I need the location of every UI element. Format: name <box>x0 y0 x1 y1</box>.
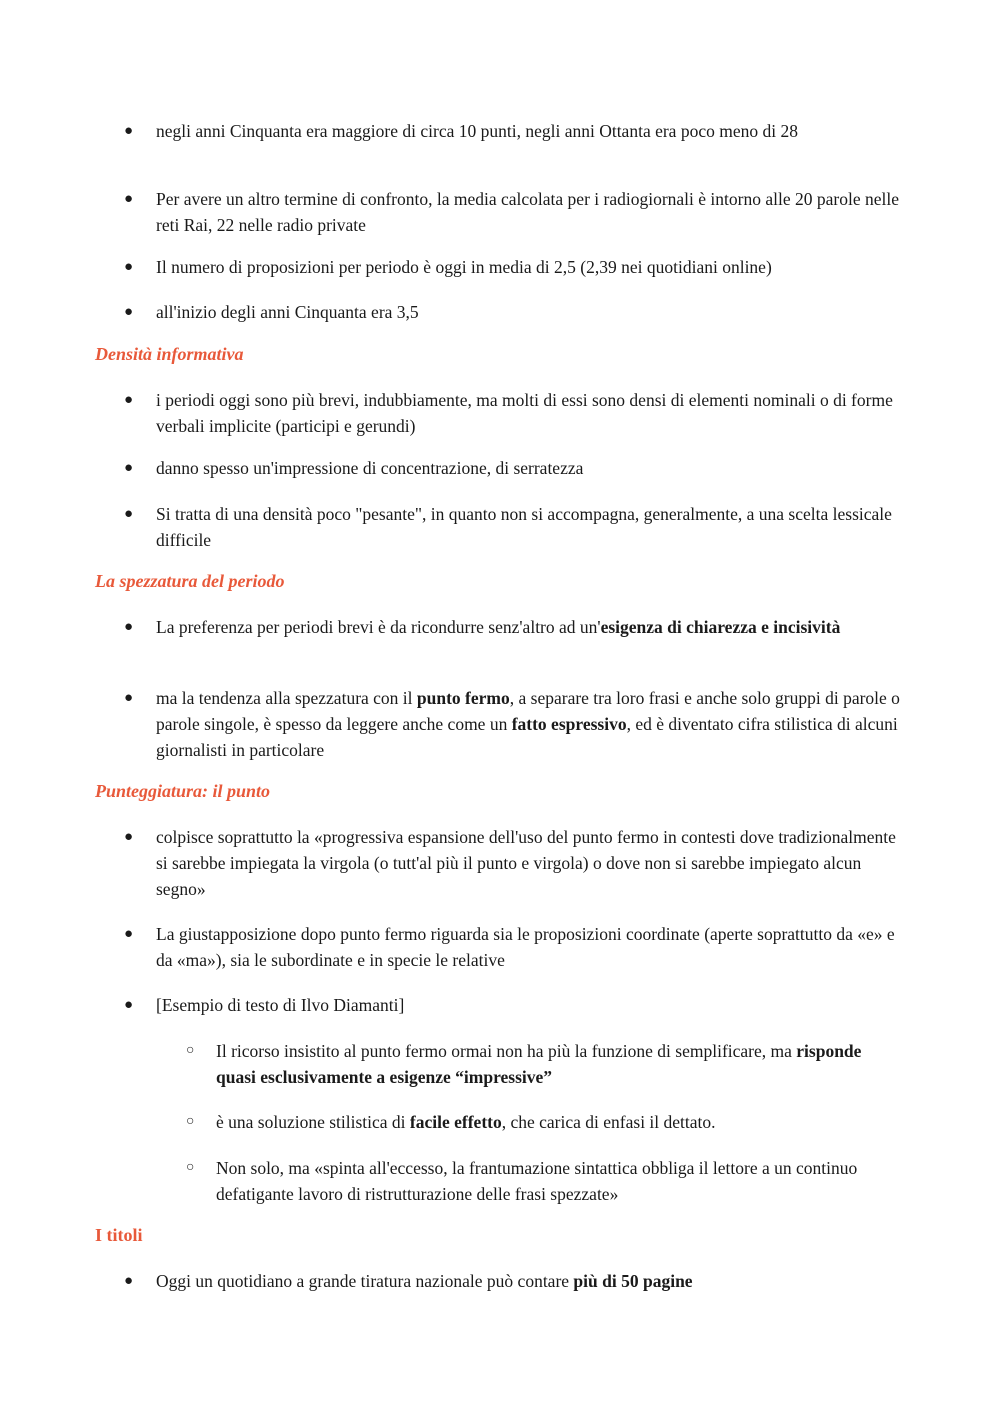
section-heading: Punteggiatura: il punto <box>95 781 271 801</box>
list-item-text <box>216 1038 901 1090</box>
bold-text-run: punto fermo <box>416 688 510 708</box>
bullet-icon: ● <box>124 619 134 635</box>
bullet-icon: ● <box>124 123 134 139</box>
text-run: La preferenza per periodi brevi è da ricondurre senz'altro ad un' <box>156 617 601 637</box>
bullet-icon: ● <box>124 304 134 320</box>
bold-text-run: più di 50 pagine <box>573 1271 693 1291</box>
bullet-icon: ● <box>124 829 134 845</box>
list-item-text: danno spesso un'impressione di concentrazione, di serratezza <box>156 458 584 478</box>
circle-bullet-icon: ○ <box>186 1043 195 1058</box>
bold-text-run: facile effetto <box>409 1112 502 1132</box>
bullet-icon: ● <box>124 926 134 942</box>
list-item-text: i periodi oggi sono più brevi, indubbiamente, ma molti di essi sono densi di elementi nominali o di forme verbali implicite (participi e gerundi) <box>156 390 893 436</box>
list-item-text: [Esempio di testo di Ilvo Diamanti] <box>156 995 405 1015</box>
circle-bullet-icon: ○ <box>186 1160 195 1175</box>
text-run: , che carica di enfasi il dettato. <box>501 1112 716 1132</box>
list-item-text: Non solo, ma «spinta all'eccesso, la frantumazione sintattica obbliga il lettore a un continuo defatigante lavoro di ristrutturazione delle frasi spezzate» <box>216 1158 858 1204</box>
list-item-text: Per avere un altro termine di confronto, la media calcolata per i radiogiornali è intorno alle 20 parole nelle reti Rai, 22 nelle radio private <box>156 189 899 235</box>
list-item-text: negli anni Cinquanta era maggiore di circa 10 punti, negli anni Ottanta era poco meno di 28 <box>156 121 798 141</box>
bullet-icon: ● <box>124 997 134 1013</box>
bullet-icon: ● <box>124 259 134 275</box>
list-item-text: colpisce soprattutto la «progressiva espansione dell'uso del punto fermo in contesti dove tradizionalmente si sarebbe impiegata la virgola (o tutt'al più il punto e virgola) o dove non si sarebbe impiegato alcun segno» <box>156 827 896 899</box>
text-run: Oggi un quotidiano a grande tiratura nazionale può contare <box>156 1271 574 1291</box>
section-heading: Densità informativa <box>95 344 244 364</box>
bullet-icon: ● <box>124 690 134 706</box>
text-run: Il ricorso insistito al punto fermo ormai non ha più la funzione di semplificare, ma <box>216 1041 797 1061</box>
text-run: è una soluzione stilistica di <box>216 1112 410 1132</box>
bold-text-run: fatto espressivo <box>511 714 627 734</box>
list-item-text <box>156 1268 901 1294</box>
bullet-icon: ● <box>124 392 134 408</box>
text-run: , a separare tra loro frasi e anche solo gruppi di parole o parole singole, è spesso da leggere anche come un <box>156 688 900 734</box>
section-heading: La spezzatura del periodo <box>95 571 285 591</box>
list-item-text <box>156 614 901 640</box>
list-item-text: all'inizio degli anni Cinquanta era 3,5 <box>156 302 419 322</box>
list-item-text <box>216 1109 901 1135</box>
bullet-icon: ● <box>124 191 134 207</box>
list-item-text: La giustapposizione dopo punto fermo riguarda sia le proposizioni coordinate (aperte soprattutto da «e» e da «ma»), sia le subordinate e in specie le relative <box>156 924 895 970</box>
bold-text-run: esigenza di chiarezza e incisività <box>600 617 841 637</box>
list-item-text: Il numero di proposizioni per periodo è oggi in media di 2,5 (2,39 nei quotidiani online) <box>156 257 772 277</box>
text-run: ma la tendenza alla spezzatura con il <box>156 688 417 708</box>
circle-bullet-icon: ○ <box>186 1114 195 1129</box>
list-item-text: Si tratta di una densità poco "pesante", in quanto non si accompagna, generalmente, a una scelta lessicale difficile <box>156 504 892 550</box>
bullet-icon: ● <box>124 1273 134 1289</box>
section-heading: I titoli <box>95 1225 143 1245</box>
list-item-text <box>156 685 901 763</box>
bold-text-run: risponde quasi esclusivamente a esigenze “impressive” <box>216 1041 862 1087</box>
bullet-icon: ● <box>124 460 134 476</box>
bullet-icon: ● <box>124 506 134 522</box>
text-run: , ed è diventato cifra stilistica di alcuni giornalisti in particolare <box>156 714 898 760</box>
